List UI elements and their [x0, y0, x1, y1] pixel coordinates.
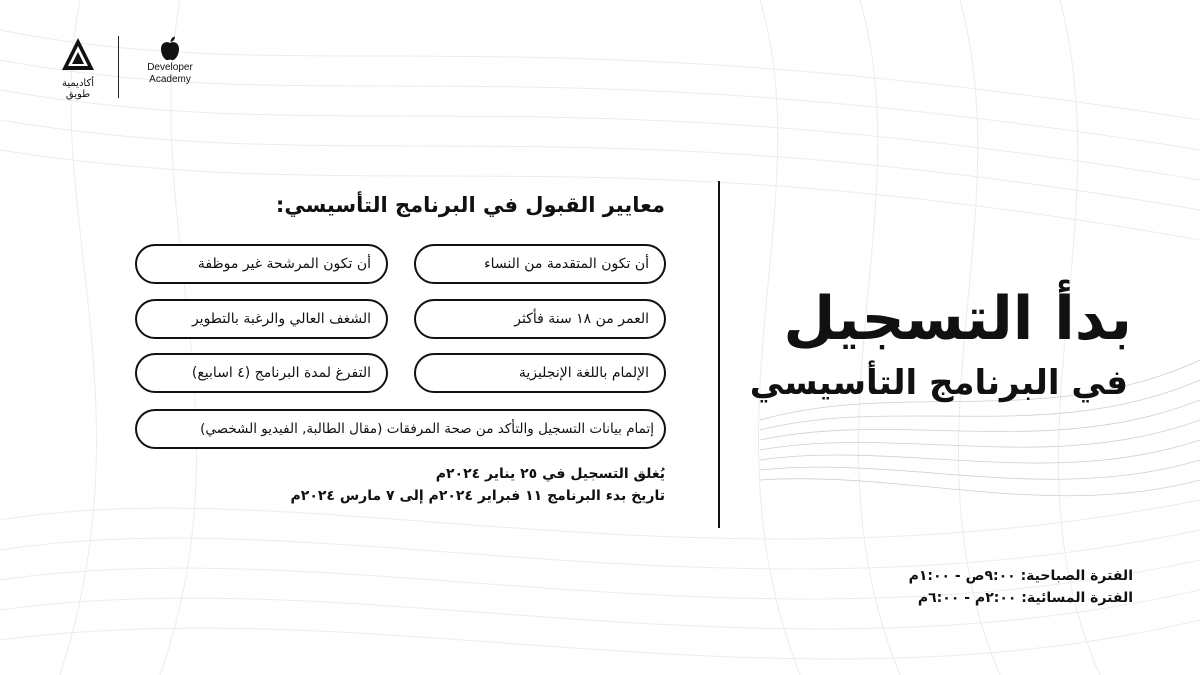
logos: [50, 36, 205, 100]
logo-divider: [118, 36, 119, 98]
partner-logo: [50, 36, 106, 100]
apple-logo-icon: [158, 36, 182, 62]
criteria-item: أن تكون المتقدمة من النساء: [414, 244, 666, 284]
criteria-item: الإلمام باللغة الإنجليزية: [414, 353, 666, 393]
vertical-divider: [718, 181, 720, 528]
program-dates: تاريخ بدء البرنامج ١١ فبراير ٢٠٢٤م إلى ٧ مارس ٢٠٢٤م: [290, 488, 665, 504]
evening-session: الفترة المسائية: ٢:٠٠م - ٦:٠٠م: [917, 590, 1133, 606]
subheadline: في البرنامج التأسيسي: [749, 363, 1128, 403]
criteria-item: التفرغ لمدة البرنامج (٤ اسابيع): [135, 353, 388, 393]
criteria-title: معايير القبول في البرنامج التأسيسي:: [275, 193, 665, 217]
criteria-item: العمر من ١٨ سنة فأكثر: [414, 299, 666, 339]
apple-logo-line2: Academy: [149, 74, 191, 85]
headline: بدأ التسجيل: [783, 284, 1132, 354]
criteria-item: الشغف العالي والرغبة بالتطوير: [135, 299, 388, 339]
morning-session: الفترة الصباحية: ٩:٠٠ص - ١:٠٠م: [908, 568, 1133, 584]
registration-close-date: يُغلق التسجيل في ٢٥ يناير ٢٠٢٤م: [435, 466, 665, 482]
apple-logo-line1: Developer: [147, 62, 193, 73]
apple-developer-academy-logo: [135, 36, 205, 86]
criteria-item: إتمام بيانات التسجيل والتأكد من صحة المرفقات (مقال الطالبة, الفيديو الشخصي): [135, 409, 666, 449]
partner-logo-name: أكاديمية طويق: [62, 78, 94, 100]
pyramid-logo-icon: [60, 36, 96, 76]
criteria-item: أن تكون المرشحة غير موظفة: [135, 244, 388, 284]
